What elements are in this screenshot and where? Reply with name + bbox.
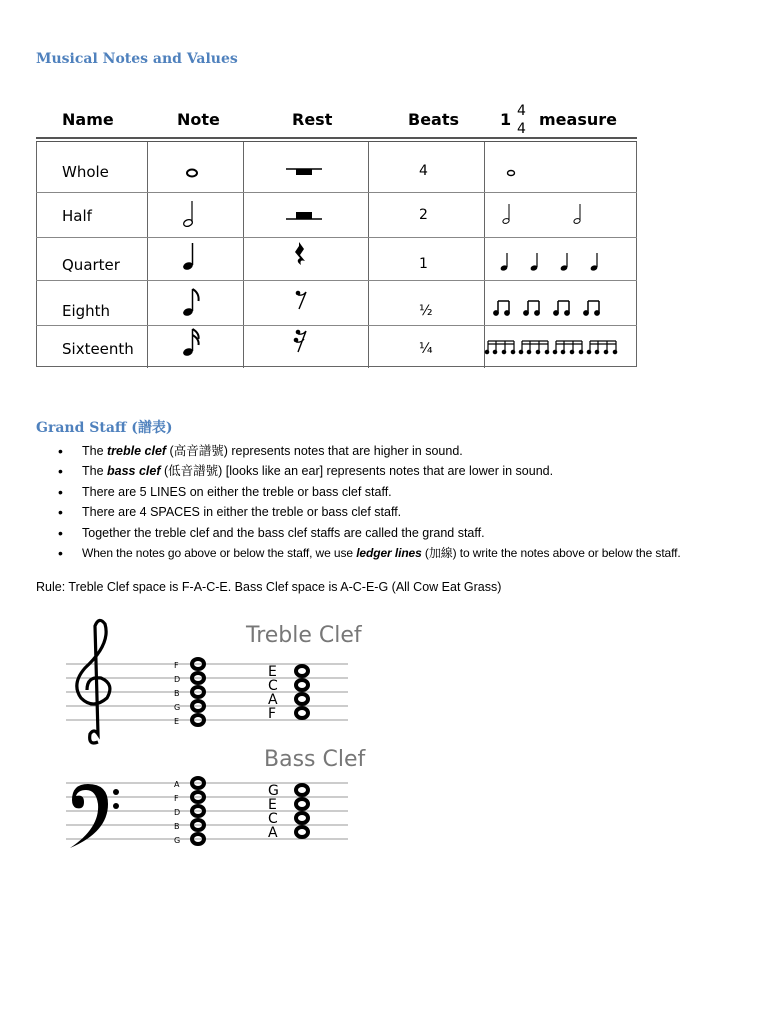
row-beats-half: 2 — [419, 207, 428, 223]
row-beats-sixteenth: ¼ — [419, 341, 433, 357]
treble-space-note: E — [268, 664, 277, 680]
bass-clef-title: Bass Clef — [264, 747, 366, 772]
section-title-grand-staff: Grand Staff (譜表) — [36, 420, 173, 436]
list-item: • There are 4 SPACES in either the treble or bass clef staff. — [58, 502, 758, 522]
quarter-note-icon — [182, 243, 194, 271]
bass-staff-lines — [66, 783, 348, 839]
treble-space-note: F — [268, 706, 277, 722]
eighth-note-icon — [182, 289, 199, 317]
list-item: • The treble clef (高音譜號) represents notes that are higher in sound. — [58, 441, 758, 461]
bass-space-note: C — [268, 811, 278, 827]
time-signature-bottom: 4 — [517, 121, 526, 137]
row-beats-whole: 4 — [419, 163, 428, 179]
measure-quarter-icon — [500, 253, 598, 272]
list-item: • When the notes go above or below the staff, we use ledger lines (加線) to write the notes above or below the staff. — [58, 543, 758, 563]
header-name: Name — [62, 110, 114, 129]
bass-line-note: A — [174, 780, 180, 789]
header-measure: measure — [539, 110, 617, 129]
list-item: • Together the treble clef and the bass clef staffs are called the grand staff. — [58, 523, 758, 543]
bass-space-labels — [268, 783, 279, 841]
measure-whole-icon — [508, 171, 515, 176]
bass-clef-icon — [70, 784, 119, 848]
header-beats: Beats — [408, 110, 460, 129]
row-name-whole: Whole — [62, 163, 109, 181]
row-beats-quarter: 1 — [419, 256, 428, 272]
bass-space-note: G — [268, 783, 279, 799]
eighth-rest-icon — [296, 291, 306, 309]
treble-space-note: A — [268, 692, 278, 708]
grand-staff-bullet-list — [58, 441, 758, 563]
treble-bass-clef-illustration — [58, 612, 368, 874]
measure-sixteenth-icon — [485, 341, 617, 354]
clef-space-rule: Rule: Treble Clef space is F-A-C-E. Bass Clef space is A-C-E-G (All Cow Eat Grass) — [36, 580, 502, 594]
notes-values-table — [36, 100, 637, 368]
measure-eighth-icon — [494, 301, 600, 315]
half-note-icon — [183, 201, 194, 228]
row-name-sixteenth: Sixteenth — [62, 340, 134, 358]
whole-note-icon — [187, 170, 197, 177]
whole-rest-icon — [286, 169, 322, 175]
treble-line-note: D — [174, 675, 181, 684]
treble-space-labels — [268, 664, 278, 722]
section-title-notes: Musical Notes and Values — [36, 51, 238, 67]
treble-space-note: C — [268, 678, 278, 694]
list-item: • The bass clef (低音譜號) [looks like an ear] represents notes that are lower in sound. — [58, 461, 758, 481]
bass-line-note: B — [174, 822, 180, 831]
treble-line-note: G — [174, 703, 181, 712]
bass-line-labels — [174, 780, 180, 845]
sixteenth-note-icon — [182, 329, 199, 357]
bass-line-note: D — [174, 808, 181, 817]
header-rest: Rest — [292, 110, 333, 129]
row-name-eighth: Eighth — [62, 302, 111, 320]
bass-line-note: G — [174, 836, 181, 845]
time-signature-top: 4 — [517, 103, 526, 119]
header-measure-prefix: 1 — [500, 110, 512, 129]
treble-line-labels — [174, 661, 180, 726]
row-name-quarter: Quarter — [62, 256, 120, 274]
bass-space-note: A — [268, 825, 278, 841]
treble-line-note: F — [174, 661, 179, 670]
bass-line-note: F — [174, 794, 179, 803]
header-note: Note — [177, 110, 220, 129]
treble-line-note: E — [174, 717, 180, 726]
row-beats-eighth: ½ — [419, 303, 433, 319]
row-name-half: Half — [62, 207, 92, 225]
notation-glyphs — [36, 100, 637, 368]
measure-half-icon — [502, 204, 581, 224]
treble-line-note: B — [174, 689, 180, 698]
treble-clef-icon — [77, 620, 110, 743]
bass-space-note: E — [268, 797, 277, 813]
sixteenth-rest-icon — [294, 330, 306, 352]
half-rest-icon — [286, 212, 322, 219]
quarter-rest-icon — [295, 242, 305, 265]
list-item: • There are 5 LINES on either the treble or bass clef staff. — [58, 482, 758, 502]
treble-clef-title: Treble Clef — [246, 623, 362, 648]
